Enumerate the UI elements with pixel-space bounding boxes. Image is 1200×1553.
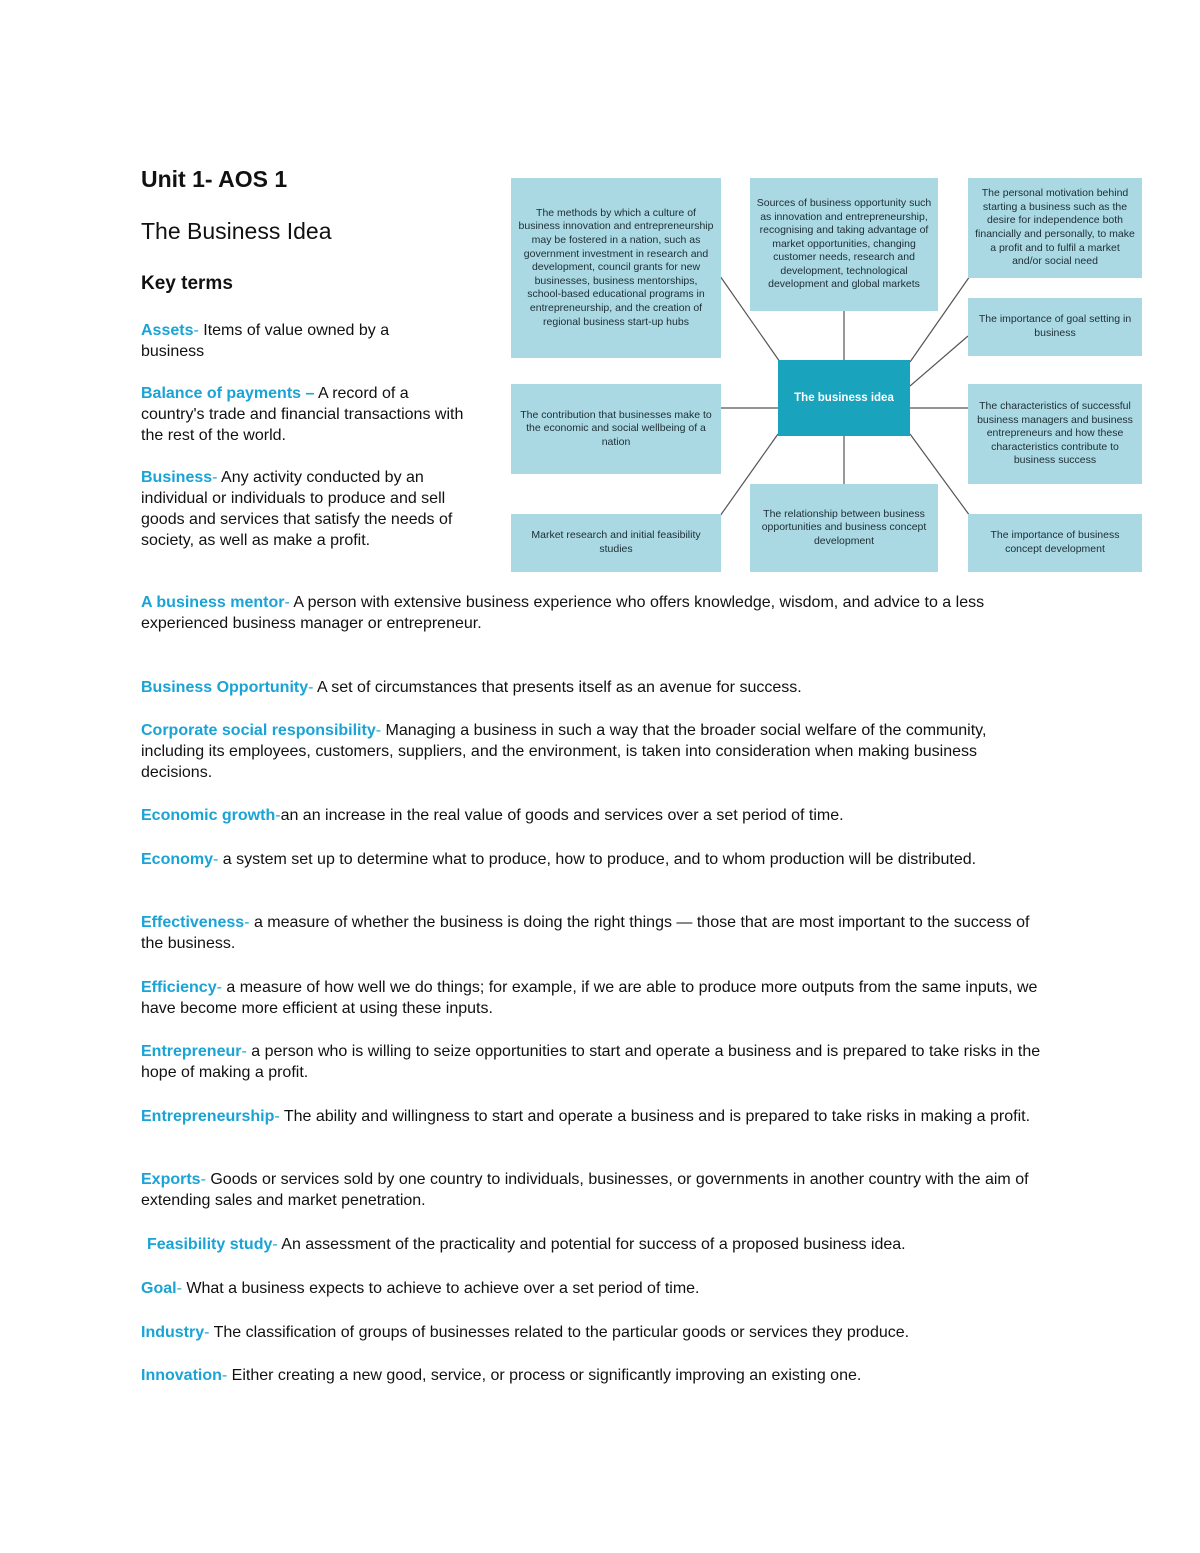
term-separator: -	[204, 1324, 210, 1341]
term-entry	[141, 805, 1061, 826]
term-definition: a system set up to determine what to produce, how to produce, and to whom production will be distributed.	[218, 851, 977, 868]
diagram-node-culture: The methods by which a culture of business innovation and entrepreneurship may be fostered in a nation, such as government investment in research and development, council grants for new businesses, business mentorships, school-based educational programs in entrepreneurship, and the creation of regional business start-up hubs	[511, 178, 721, 358]
term-definition: Items of value owned by a business	[141, 322, 390, 360]
term-definition: an an increase in the real value of goods and services over a set period of time.	[280, 807, 844, 824]
term-entry	[141, 849, 1051, 870]
diagram-center-business-idea: The business idea	[778, 360, 910, 436]
term-separator: -	[216, 979, 222, 996]
term-entry	[141, 1169, 1051, 1211]
term-separator: -	[241, 1043, 247, 1060]
term-keyword: Goal	[141, 1280, 177, 1297]
term-definition: The classification of groups of businesses related to the particular goods or services they produce.	[209, 1324, 910, 1341]
term-definition: a measure of whether the business is doing the right things — those that are most important to the success of the business.	[141, 914, 1030, 952]
term-entry	[141, 1106, 1071, 1127]
term-definition: A record of a country's trade and financial transactions with the rest of the world.	[141, 385, 464, 444]
diagram-node-contribution: The contribution that businesses make to the economic and social wellbeing of a nation	[511, 384, 721, 474]
term-definition: a measure of how well we do things; for example, if we are able to produce more outputs from the same inputs, we have become more efficient at using these inputs.	[141, 979, 1038, 1017]
term-definition: Managing a business in such a way that the broader social welfare of the community, including its employees, customers, suppliers, and the environment, is taken into consideration when making business decisions.	[141, 722, 987, 781]
term-separator: -	[212, 469, 218, 486]
term-keyword: Industry	[141, 1324, 205, 1341]
term-separator: -	[275, 807, 281, 824]
term-keyword: Innovation	[141, 1367, 222, 1384]
term-entry	[141, 1365, 1051, 1386]
term-separator: -	[193, 322, 199, 339]
term-keyword: Exports	[141, 1171, 201, 1188]
diagram-node-concept-development: The importance of business concept development	[968, 514, 1142, 572]
term-keyword: Effectiveness	[141, 914, 245, 931]
unit-title: Unit 1- AOS 1	[141, 166, 288, 192]
term-separator: -	[244, 914, 250, 931]
term-separator: -	[200, 1171, 206, 1188]
term-entry	[141, 383, 466, 446]
term-entry	[141, 720, 1051, 783]
term-keyword: Efficiency	[141, 979, 217, 996]
term-definition: A person with extensive business experience who offers knowledge, wisdom, and advice to a less experienced business manager or entrepreneur.	[141, 594, 985, 632]
term-definition: A set of circumstances that presents itself as an avenue for success.	[313, 679, 802, 696]
page-subtitle: The Business Idea	[141, 218, 332, 244]
term-keyword: Feasibility study	[147, 1236, 273, 1253]
term-separator: -	[375, 722, 382, 739]
diagram-node-characteristics: The characteristics of successful business managers and business entrepreneurs and how these characteristics contribute to business success	[968, 384, 1142, 484]
term-definition: Goods or services sold by one country to individuals, businesses, or governments in another country with the aim of extending sales and market penetration.	[141, 1171, 1029, 1209]
term-entry	[141, 977, 1056, 1019]
term-keyword: Entrepreneur	[141, 1043, 242, 1060]
diagram-node-market-research: Market research and initial feasibility studies	[511, 514, 721, 572]
term-keyword: Business Opportunity	[141, 679, 309, 696]
term-definition: Either creating a new good, service, or process or significantly improving an existing one.	[227, 1367, 862, 1384]
diagram-node-opportunity-sources: Sources of business opportunity such as innovation and entrepreneurship, recognising and taking advantage of market opportunities, changing customer needs, research and development, technological development and global markets	[750, 178, 938, 311]
term-keyword: A business mentor	[141, 594, 285, 611]
term-definition: What a business expects to achieve to achieve over a set period of time.	[181, 1280, 700, 1297]
diagram-node-personal-motivation: The personal motivation behind starting a business such as the desire for independence both financially and personally, to make a profit and to fulfil a market and/or social need	[968, 178, 1142, 278]
term-keyword: Assets	[141, 322, 194, 339]
term-entry	[141, 677, 1061, 698]
business-idea-diagram	[510, 176, 1144, 574]
term-entry	[141, 912, 1051, 954]
diagram-node-goal-setting: The importance of goal setting in business	[968, 298, 1142, 356]
term-definition: The ability and willingness to start and operate a business and is prepared to take risks in making a profit.	[279, 1108, 1031, 1125]
term-entry	[141, 1278, 1051, 1299]
term-entry	[141, 1322, 1051, 1343]
term-entry	[147, 1234, 1057, 1255]
term-separator: -	[221, 1367, 228, 1384]
term-separator: -	[274, 1108, 280, 1125]
term-separator: -	[176, 1280, 182, 1297]
term-separator: -	[308, 679, 314, 696]
term-keyword: Entrepreneurship	[141, 1108, 275, 1125]
term-separator: -	[272, 1236, 278, 1253]
term-entry	[141, 1041, 1056, 1083]
diagram-node-relationship: The relationship between business opportunities and business concept development	[750, 484, 938, 572]
term-definition: An assessment of the practicality and potential for success of a proposed business idea.	[277, 1236, 906, 1253]
term-keyword: Business	[141, 469, 213, 486]
key-terms-heading: Key terms	[141, 273, 233, 294]
term-separator: -	[213, 851, 219, 868]
term-entry	[141, 467, 466, 551]
term-keyword: Economic growth	[141, 807, 276, 824]
term-keyword: Economy	[141, 851, 214, 868]
term-entry	[141, 592, 1051, 634]
term-keyword: Balance of payments –	[141, 385, 315, 402]
term-entry	[141, 320, 431, 362]
term-keyword: Corporate social responsibility	[141, 722, 376, 739]
term-separator: -	[284, 594, 290, 611]
term-definition: a person who is willing to seize opportunities to start and operate a business and is prepared to take risks in the hope of making a profit.	[141, 1043, 1041, 1081]
term-definition: Any activity conducted by an individual or individuals to produce and sell goods and services that satisfy the needs of society, as well as make a profit.	[141, 469, 453, 549]
